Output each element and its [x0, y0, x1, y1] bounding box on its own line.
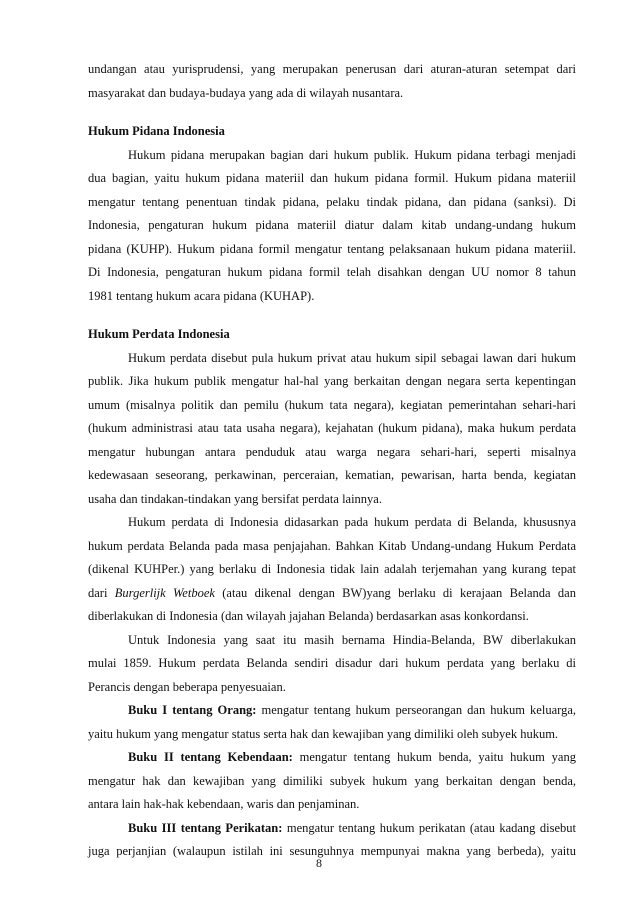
text-line — [88, 699, 576, 723]
text-line: (hukum administrasi atau tata usaha negara), kejahatan (hukum pidana), maka hukum perdata — [88, 421, 576, 435]
text-line: usaha dan tindakan-tindakan yang bersifat perdata lainnya. — [88, 491, 382, 506]
text-line: mengatur hak dan kewajiban yang dimiliki subyek hukum yang berkaitan dengan benda, — [88, 773, 576, 788]
text-line: diberlakukan di Indonesia (dan wilayah jajahan Belanda) berdasarkan asas konkordansi. — [88, 609, 529, 623]
text-line: pidana (KUHP). Hukum pidana formil mengatur tentang pelaksanaan hukum pidana materiil. — [88, 241, 576, 256]
section-heading-perdata: Hukum Perdata Indonesia — [88, 327, 230, 341]
text-span: (atau dikenal dengan BW)yang berlaku di kerajaan Belanda dan — [222, 585, 576, 600]
text-line — [88, 746, 576, 770]
text-line: Perancis dengan beberapa penyesuaian. — [88, 679, 286, 694]
text-line: mengatur hubungan antara penduduk atau warga negara sehari-hari, seperti misalnya — [88, 444, 576, 459]
text-span: mengatur tentang hukum perseorangan dan hukum keluarga, — [261, 703, 576, 717]
text-line: Hukum perdata di Indonesia didasarkan pada hukum perdata di Belanda, khususnya — [128, 515, 576, 529]
text-line: publik. Jika hukum publik mengatur hal-hal yang berkaitan dengan negara serta kepentingan — [88, 374, 576, 388]
section-heading-pidana: Hukum Pidana Indonesia — [88, 124, 225, 138]
text-line: Di Indonesia, pengaturan hukum pidana formil telah disahkan dengan UU nomor 8 tahun — [88, 265, 576, 279]
text-line: mengatur tentang penentuan tindak pidana, pelaku tindak pidana, dan pidana (sanksi). Di — [88, 194, 576, 209]
text-line: 1981 tentang hukum acara pidana (KUHAP). — [88, 288, 315, 303]
italic-term: Burgerlijk Wetboek — [114, 585, 215, 600]
text-line — [88, 817, 576, 841]
text-line: mulai 1859. Hukum perdata Belanda sendiri disadur dari hukum perdata yang berlaku di — [88, 656, 576, 670]
text-line: dua bagian, yaitu hukum pidana materiil dan hukum pidana formil. Hukum pidana materiil — [88, 171, 576, 185]
text-line: Indonesia, pengaturan hukum pidana materiil diatur dalam kitab undang-undang hukum — [88, 218, 576, 232]
buku1-title: Buku I tentang Orang: — [128, 703, 257, 717]
buku2-title: Buku II tentang Kebendaan: — [128, 750, 293, 764]
text-line: hukum perdata Belanda pada masa penjajahan. Bahkan Kitab Undang-undang Hukum Perdata — [88, 538, 576, 553]
text-line: Hukum pidana merupakan bagian dari hukum publik. Hukum pidana terbagi menjadi — [128, 147, 576, 162]
text-span: mengatur tentang hukum benda, yaitu hukum yang — [299, 750, 576, 764]
page-number: 8 — [316, 856, 322, 870]
text-line: umum (misalnya politik dan pemilu (hukum tata negara), kegiatan pemerintahan sehari-hari — [88, 397, 576, 412]
text-line: masyarakat dan budaya-budaya yang ada di wilayah nusantara. — [88, 85, 404, 100]
text-line: Untuk Indonesia yang saat itu masih bernama Hindia-Belanda, BW diberlakukan — [128, 632, 576, 647]
text-line: undangan atau yurisprudensi, yang merupakan penerusan dari aturan-aturan setempat dari — [88, 62, 576, 76]
text-line: (dikenal KUHPer.) yang berlaku di Indonesia tidak lain adalah terjemahan yang kurang tepat — [88, 562, 576, 576]
page-content — [88, 58, 576, 864]
text-line: Hukum perdata disebut pula hukum privat atau hukum sipil sebagai lawan dari hukum — [128, 350, 576, 365]
text-line: yaitu hukum yang mengatur status serta hak dan kewajiban yang dimiliki oleh subyek hukum. — [88, 726, 559, 741]
text-span: dari — [88, 585, 108, 600]
buku3-title: Buku III tentang Perikatan: — [128, 820, 283, 835]
text-span: mengatur tentang hukum perikatan (atau kadang disebut — [286, 820, 576, 835]
text-line: juga perjanjian (walaupun istilah ini sesunguhnya mempunyai makna yang berbeda), yaitu — [88, 844, 576, 858]
text-line: kedewasaan seseorang, perkawinan, perceraian, kematian, pewarisan, harta benda, kegiatan — [88, 468, 576, 482]
text-line — [88, 582, 576, 606]
text-line: antara lain hak-hak kebendaan, waris dan penjaminan. — [88, 797, 360, 811]
